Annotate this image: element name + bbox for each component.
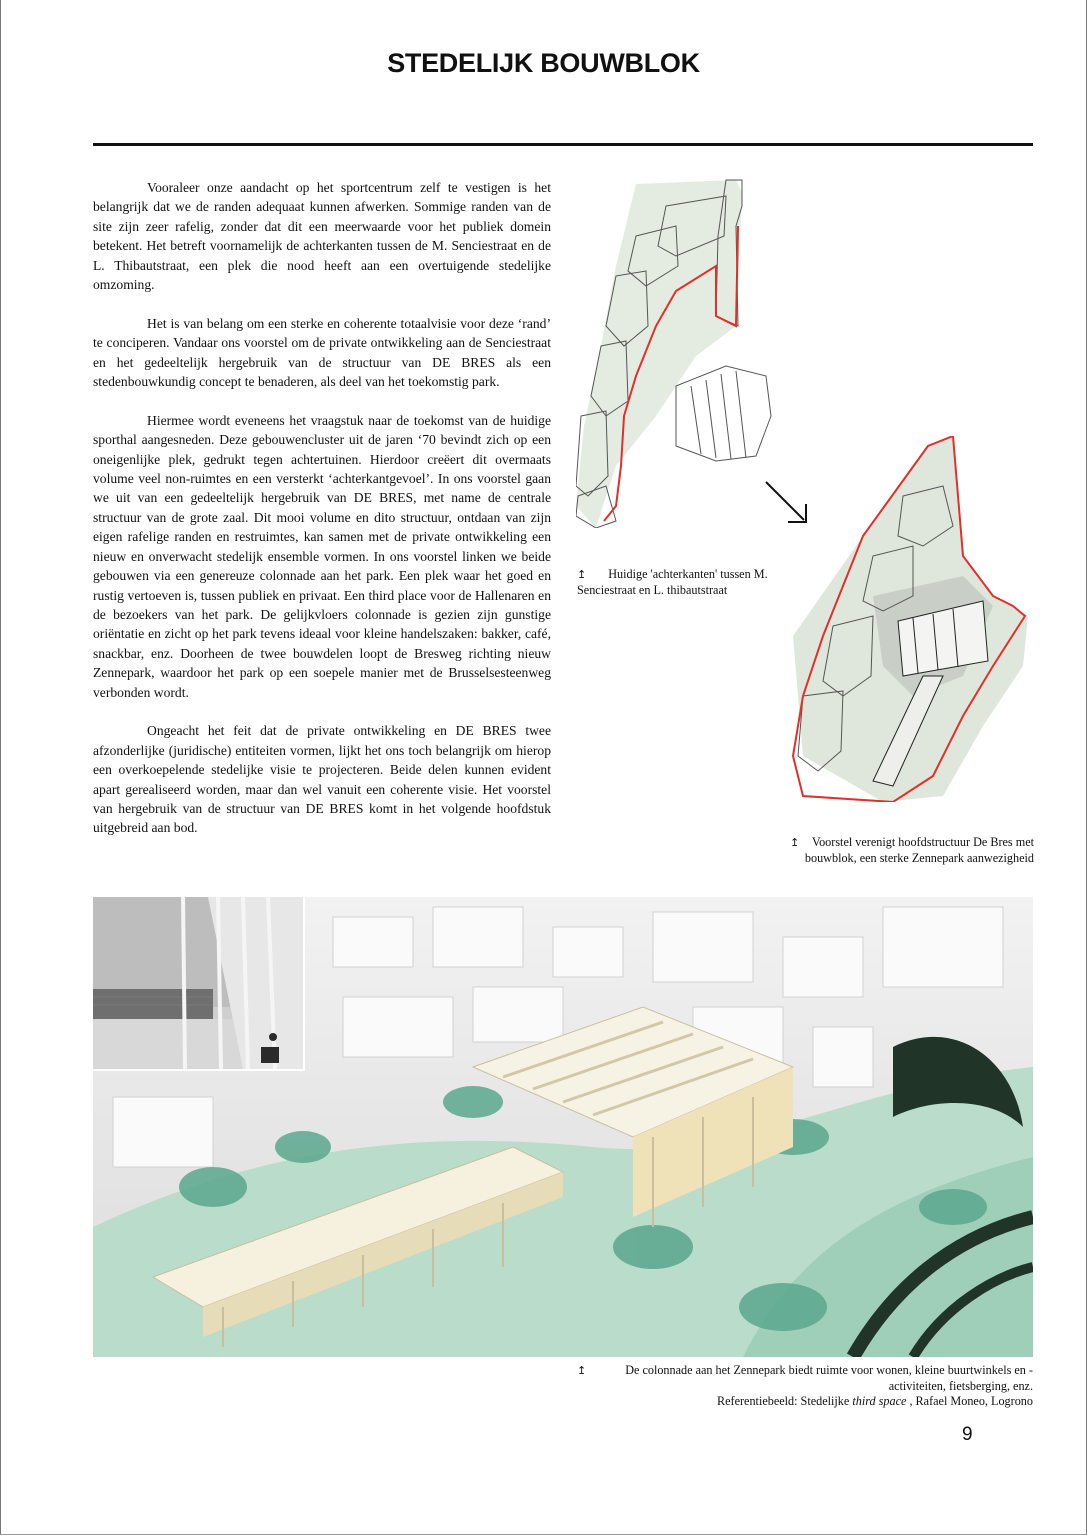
- title-rule: [93, 143, 1033, 146]
- paragraph-3: Hiermee wordt eveneens het vraagstuk naar de toekomst van de huidige sporthal aangesneden. Deze gebouwencluster uit de jaren ‘70 bevindt zich op een oneigenlijke plek, gedrukt tegen achtertuinen. Hierdoor creëert dit overmaats volume veel non-ruimtes en een versterkt ‘achterkantgevoel’. In ons voorstel gaan we uit van een gedeeltelijk hergebruik van DE BRES, met name de centrale structuur van de grote zaal. Dit mooi volume en dito structuur, ontdaan van zijn eigen rafelige randen en restruimtes, kan samen met de private ontwikkeling een nieuw en onverwacht stedelijk ensemble vormen. In ons voorstel linken we beide gebouwen via een genereuze colonnade aan het park. Een plek waar het goed en rustig vertoeven is, tussen publiek en privaat. Een third place voor de Hallenaren en de bezoekers van het park. De gelijkvloers colonnade is gezien zijn gunstige oriëntatie en zicht op het park tevens ideaal voor kleine handelszaken: bakker, café, snackbar, enz. Doorheen de twee bouwdelen loopt de Bresweg richting nieuw Zennepark, waardoor het park op een soepele manier met de Brusselsesteenweg verbonden wordt.: [93, 412, 551, 700]
- body-text: [93, 178, 551, 857]
- caption-photo: [577, 1363, 1033, 1410]
- caption-current-map: [577, 567, 797, 598]
- reference-photo: [93, 897, 305, 1071]
- caption-photo-line1: De colonnade aan het Zennepark biedt ruimte voor wonen, kleine buurtwinkels en -activiteiten, fietsberging, enz.: [625, 1363, 1033, 1393]
- caption-current-text: Huidige 'achterkanten' tussen M. Senciestraat en L. thibautstraat: [577, 567, 768, 597]
- caption-arrow-icon: ↥: [790, 836, 800, 849]
- page-number: 9: [962, 1424, 973, 1445]
- caption-proposal-map: [790, 835, 1034, 866]
- paragraph-1: Vooraleer onze aandacht op het sportcentrum zelf te vestigen is het belangrijk dat we de randen adequaat kunnen afwerken. Sommige randen van de site zijn zeer rafelig, zonder dat dit een meerwaarde voor het publiek domein betekent. Het betreft voornamelijk de achterkanten tussen de M. Senciestraat en de L. Thibautstraat, een plek die nood heeft aan een overtuigende stedelijke omzoming.: [93, 180, 551, 293]
- map-current-situation: [576, 176, 776, 528]
- paragraph-2: Het is van belang om een sterke en coherente totaalvisie voor deze ‘rand’ te conciperen. Vandaar ons voorstel om de private ontwikkeling aan de Senciestraat en het gedeeltelijk hergebruik van de structuur van DE BRES als een stedenbouwkundig concept te benaderen, als deel van het toekomstig park.: [93, 315, 551, 390]
- caption-photo-line2-italic: third space: [852, 1394, 907, 1408]
- caption-proposal-text: Voorstel verenigt hoofdstructuur De Bres met bouwblok, een sterke Zennepark aanwezigheid: [804, 835, 1034, 865]
- paragraph-4: Ongeacht het feit dat de private ontwikkeling en DE BRES twee afzonderlijke (juridische) entiteiten vormen, lijkt het ons toch belangrijk om hierop een overkoepelende stedelijke visie te projecteren. Beide delen kunnen evident apart gerealiseerd worden, maar dan wel vanuit een coherente visie. Het voorstel van hergebruik van de structuur van DE BRES komt in het volgende hoofdstuk uitgebreid aan bod.: [93, 723, 551, 836]
- map-proposal: [763, 436, 1041, 802]
- caption-photo-line2-suffix: , Rafael Moneo, Logrono: [906, 1394, 1033, 1408]
- caption-arrow-icon: ↥: [577, 568, 587, 581]
- caption-photo-line2-prefix: Referentiebeeld: Stedelijke: [716, 1394, 853, 1408]
- page-title: STEDELIJK BOUWBLOK: [387, 48, 700, 78]
- reference-photo-illustration: [93, 897, 303, 1069]
- caption-arrow-icon: ↥: [577, 1364, 587, 1377]
